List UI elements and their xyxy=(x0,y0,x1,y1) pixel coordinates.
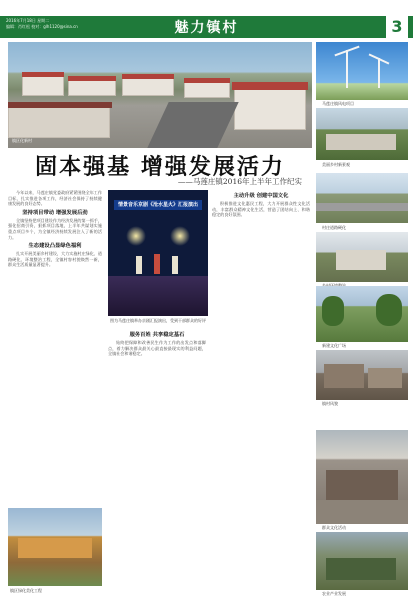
issue-date: 2016年7月18日 星期二 xyxy=(6,18,50,23)
sub-headline: ——马莲庄镇2016年上半年工作纪实 xyxy=(177,177,302,186)
stage-photo xyxy=(108,190,208,316)
section-title: 魅力镇村 xyxy=(174,20,239,36)
side-photo-7-caption: 群众文化活动 xyxy=(322,525,346,530)
section-heading-1: 坚持项目带动 增强发展后劲 xyxy=(22,209,88,216)
side-photo-8 xyxy=(316,532,408,590)
editor-info: 编辑：肖红松 校对：glh1120@sina.cn xyxy=(6,24,78,29)
side-photo-3-caption: 村庄道路硬化 xyxy=(322,225,346,230)
side-photo-7 xyxy=(316,430,408,524)
side-photo-2-caption: 美丽乡村新景观 xyxy=(322,162,350,167)
stage-photo-caption: 图为马莲庄镇举办京剧汇报演出，受到干部群众的好评 xyxy=(110,318,206,323)
section-heading-2: 生态建设凸显绿色福利 xyxy=(28,243,82,250)
side-photo-5 xyxy=(316,286,408,342)
main-headline: 固本强基 增强发展活力 xyxy=(35,154,285,180)
section-text-2: 扎实开展美丽乡村建设，大力实施村庄绿化、道路硬化、环境整治工程，全镇村容村貌焕然一新，群众生活质量显著提升。 xyxy=(8,251,102,268)
main-photo xyxy=(8,42,312,148)
stage-banner: 情景音乐京剧《沧水星火》汇报演出 xyxy=(114,200,202,210)
main-photo-caption: 镇区化新村 xyxy=(12,138,32,143)
intro-paragraph: 今年以来，马莲庄镇党委政府紧紧围绕全年工作目标，扎实推进各项工作，经济社会保持了持续健康发展的良好态势。 xyxy=(8,190,102,207)
side-photo-8-caption: 农业产业发展 xyxy=(322,591,346,596)
side-photo-6 xyxy=(316,350,408,400)
side-photo-1-caption: 马莲庄镇风电项目 xyxy=(322,101,354,106)
side-photo-6-caption: 镇村风貌 xyxy=(322,401,338,406)
article-column-2 xyxy=(108,329,206,589)
bottom-photo xyxy=(8,508,102,586)
section-heading-4: 主动升级 创建中国文化 xyxy=(233,193,289,199)
article-column-1 xyxy=(8,190,102,500)
bottom-photo-caption: 镇区绿化美化工程 xyxy=(10,588,42,593)
section-text-1: 全镇坚持把项目建设作为经济发展的第一抓手，强化招商引资，狠抓项目落地，上半年共谋划实施重点项目多个，为全镇经济持续发展注入了新的活力。 xyxy=(8,217,102,240)
section-text-4: 积极推进文化惠民工程，大力开展群众性文化活动，丰富群众精神文化生活，营造了团结向上、和谐稳定的良好氛围。 xyxy=(212,201,310,218)
side-photo-4 xyxy=(316,232,408,282)
section-heading-3: 服务百姓 共享稳定基石 xyxy=(129,332,185,338)
section-text-3: 始终把保障和改善民生作为工作的出发点和落脚点，着力解决群众最关心最直接最现实的利益问题，全镇社会和谐稳定。 xyxy=(108,340,206,357)
side-photo-1 xyxy=(316,42,408,100)
page-number: 3 xyxy=(386,16,408,38)
side-photo-3 xyxy=(316,173,408,223)
side-photo-5-caption: 新建文化广场 xyxy=(322,343,346,348)
article-column-3 xyxy=(212,190,310,590)
side-photo-2 xyxy=(316,108,408,160)
